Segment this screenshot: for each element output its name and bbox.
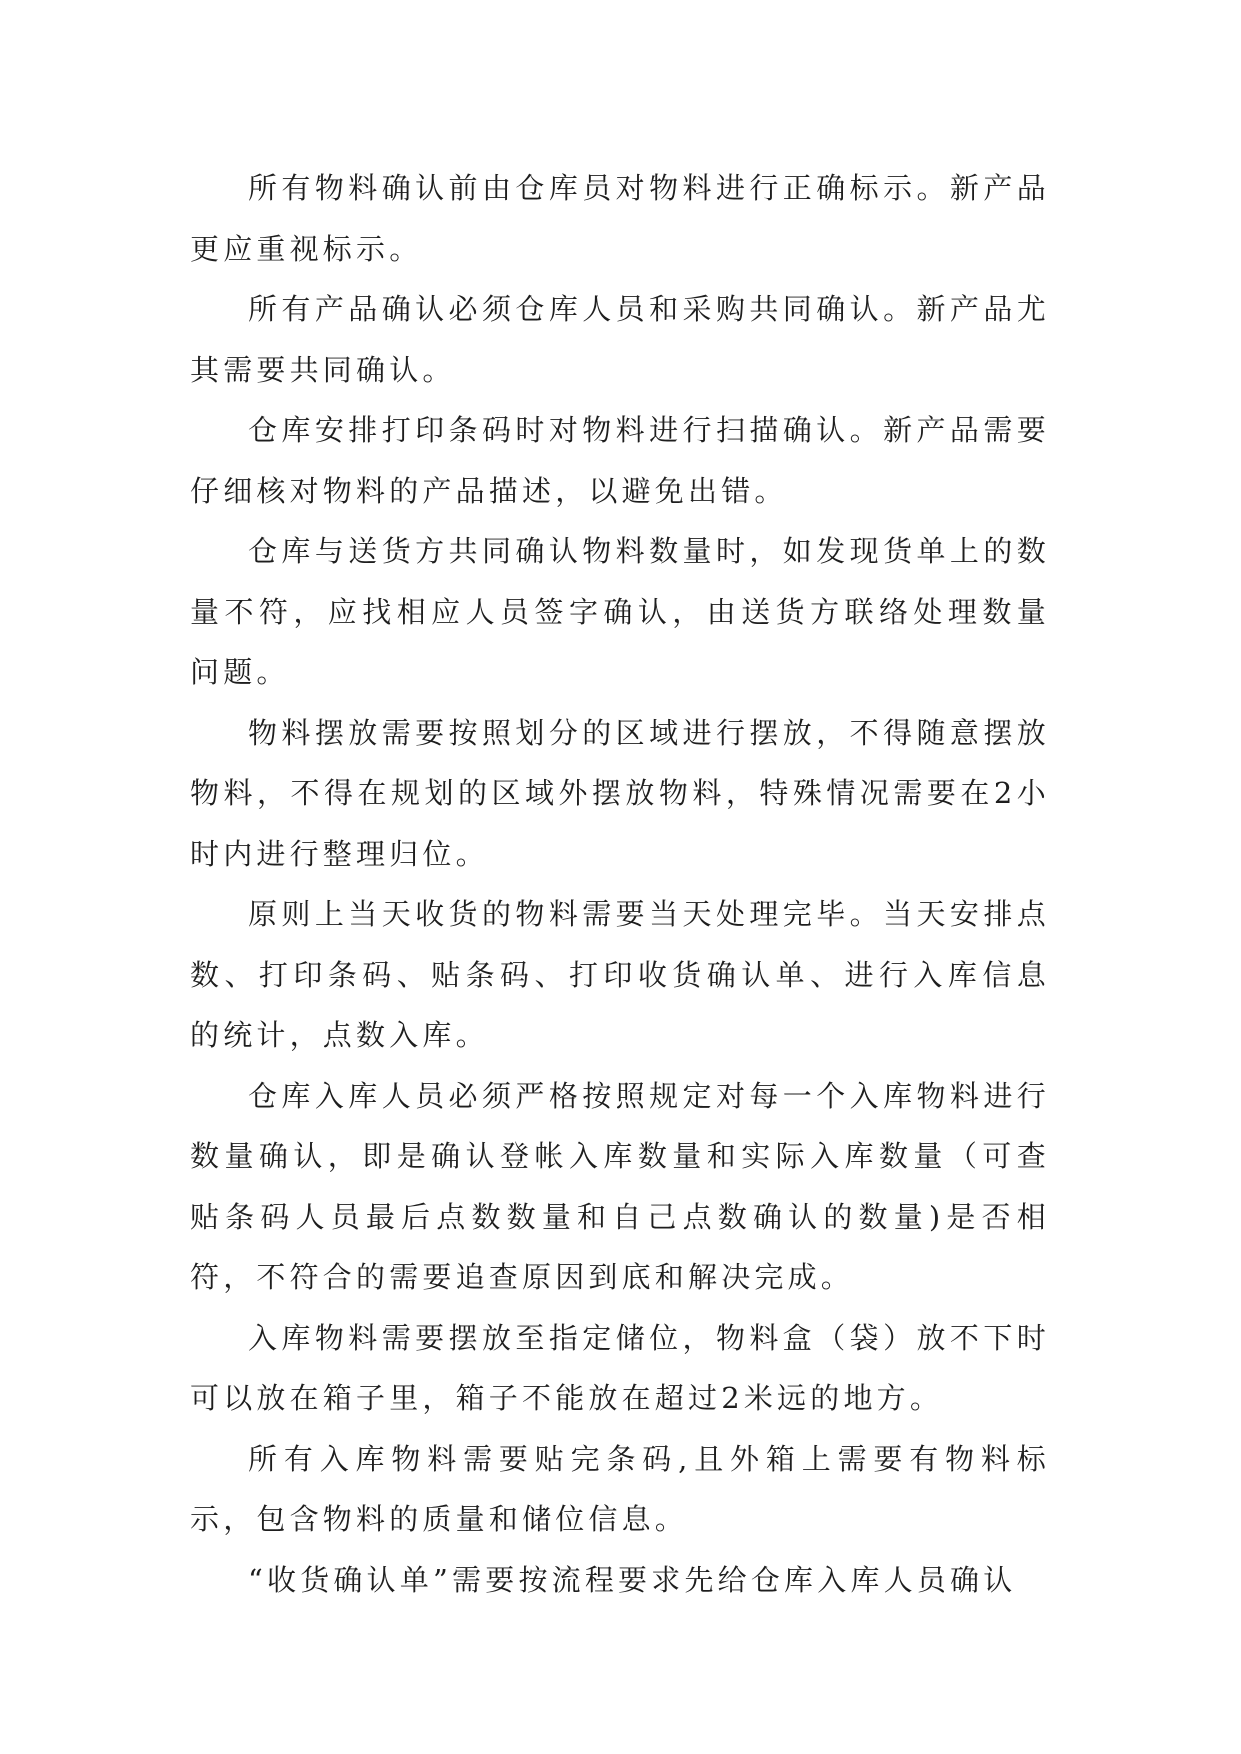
paragraph-1: 所有物料确认前由仓库员对物料进行正确标示。新产品更应重视标示。: [190, 171, 1050, 266]
paragraph-4: 仓库与送货方共同确认物料数量时，如发现货单上的数量不符，应找相应人员签字确认，由送货方联络处理数量问题。: [190, 534, 1050, 689]
paragraph-3: 仓库安排打印条码时对物料进行扫描确认。新产品需要仔细核对物料的产品描述，以避免出错。: [190, 413, 1050, 508]
paragraph-8: 入库物料需要摆放至指定储位，物料盒（袋）放不下时可以放在箱子里，箱子不能放在超过2米远的地方。: [190, 1320, 1050, 1415]
paragraph-9: 所有入库物料需要贴完条码,且外箱上需要有物料标示，包含物料的质量和储位信息。: [190, 1441, 1050, 1536]
document-body: [190, 158, 1050, 1610]
paragraph-2: 所有产品确认必须仓库人员和采购共同确认。新产品尤其需要共同确认。: [190, 292, 1050, 387]
paragraph-10: “收货确认单”需要按流程要求先给仓库入库人员确认: [248, 1562, 1017, 1597]
paragraph-7: 仓库入库人员必须严格按照规定对每一个入库物料进行数量确认，即是确认登帐入库数量和实际入库数量（可查贴条码人员最后点数数量和自己点数确认的数量)是否相符，不符合的需要追查原因到底和解决完成。: [190, 1078, 1050, 1294]
paragraph-5: 物料摆放需要按照划分的区域进行摆放，不得随意摆放物料，不得在规划的区域外摆放物料，特殊情况需要在2小时内进行整理归位。: [190, 715, 1050, 871]
paragraph-6: 原则上当天收货的物料需要当天处理完毕。当天安排点数、打印条码、贴条码、打印收货确认单、进行入库信息的统计，点数入库。: [190, 897, 1050, 1052]
